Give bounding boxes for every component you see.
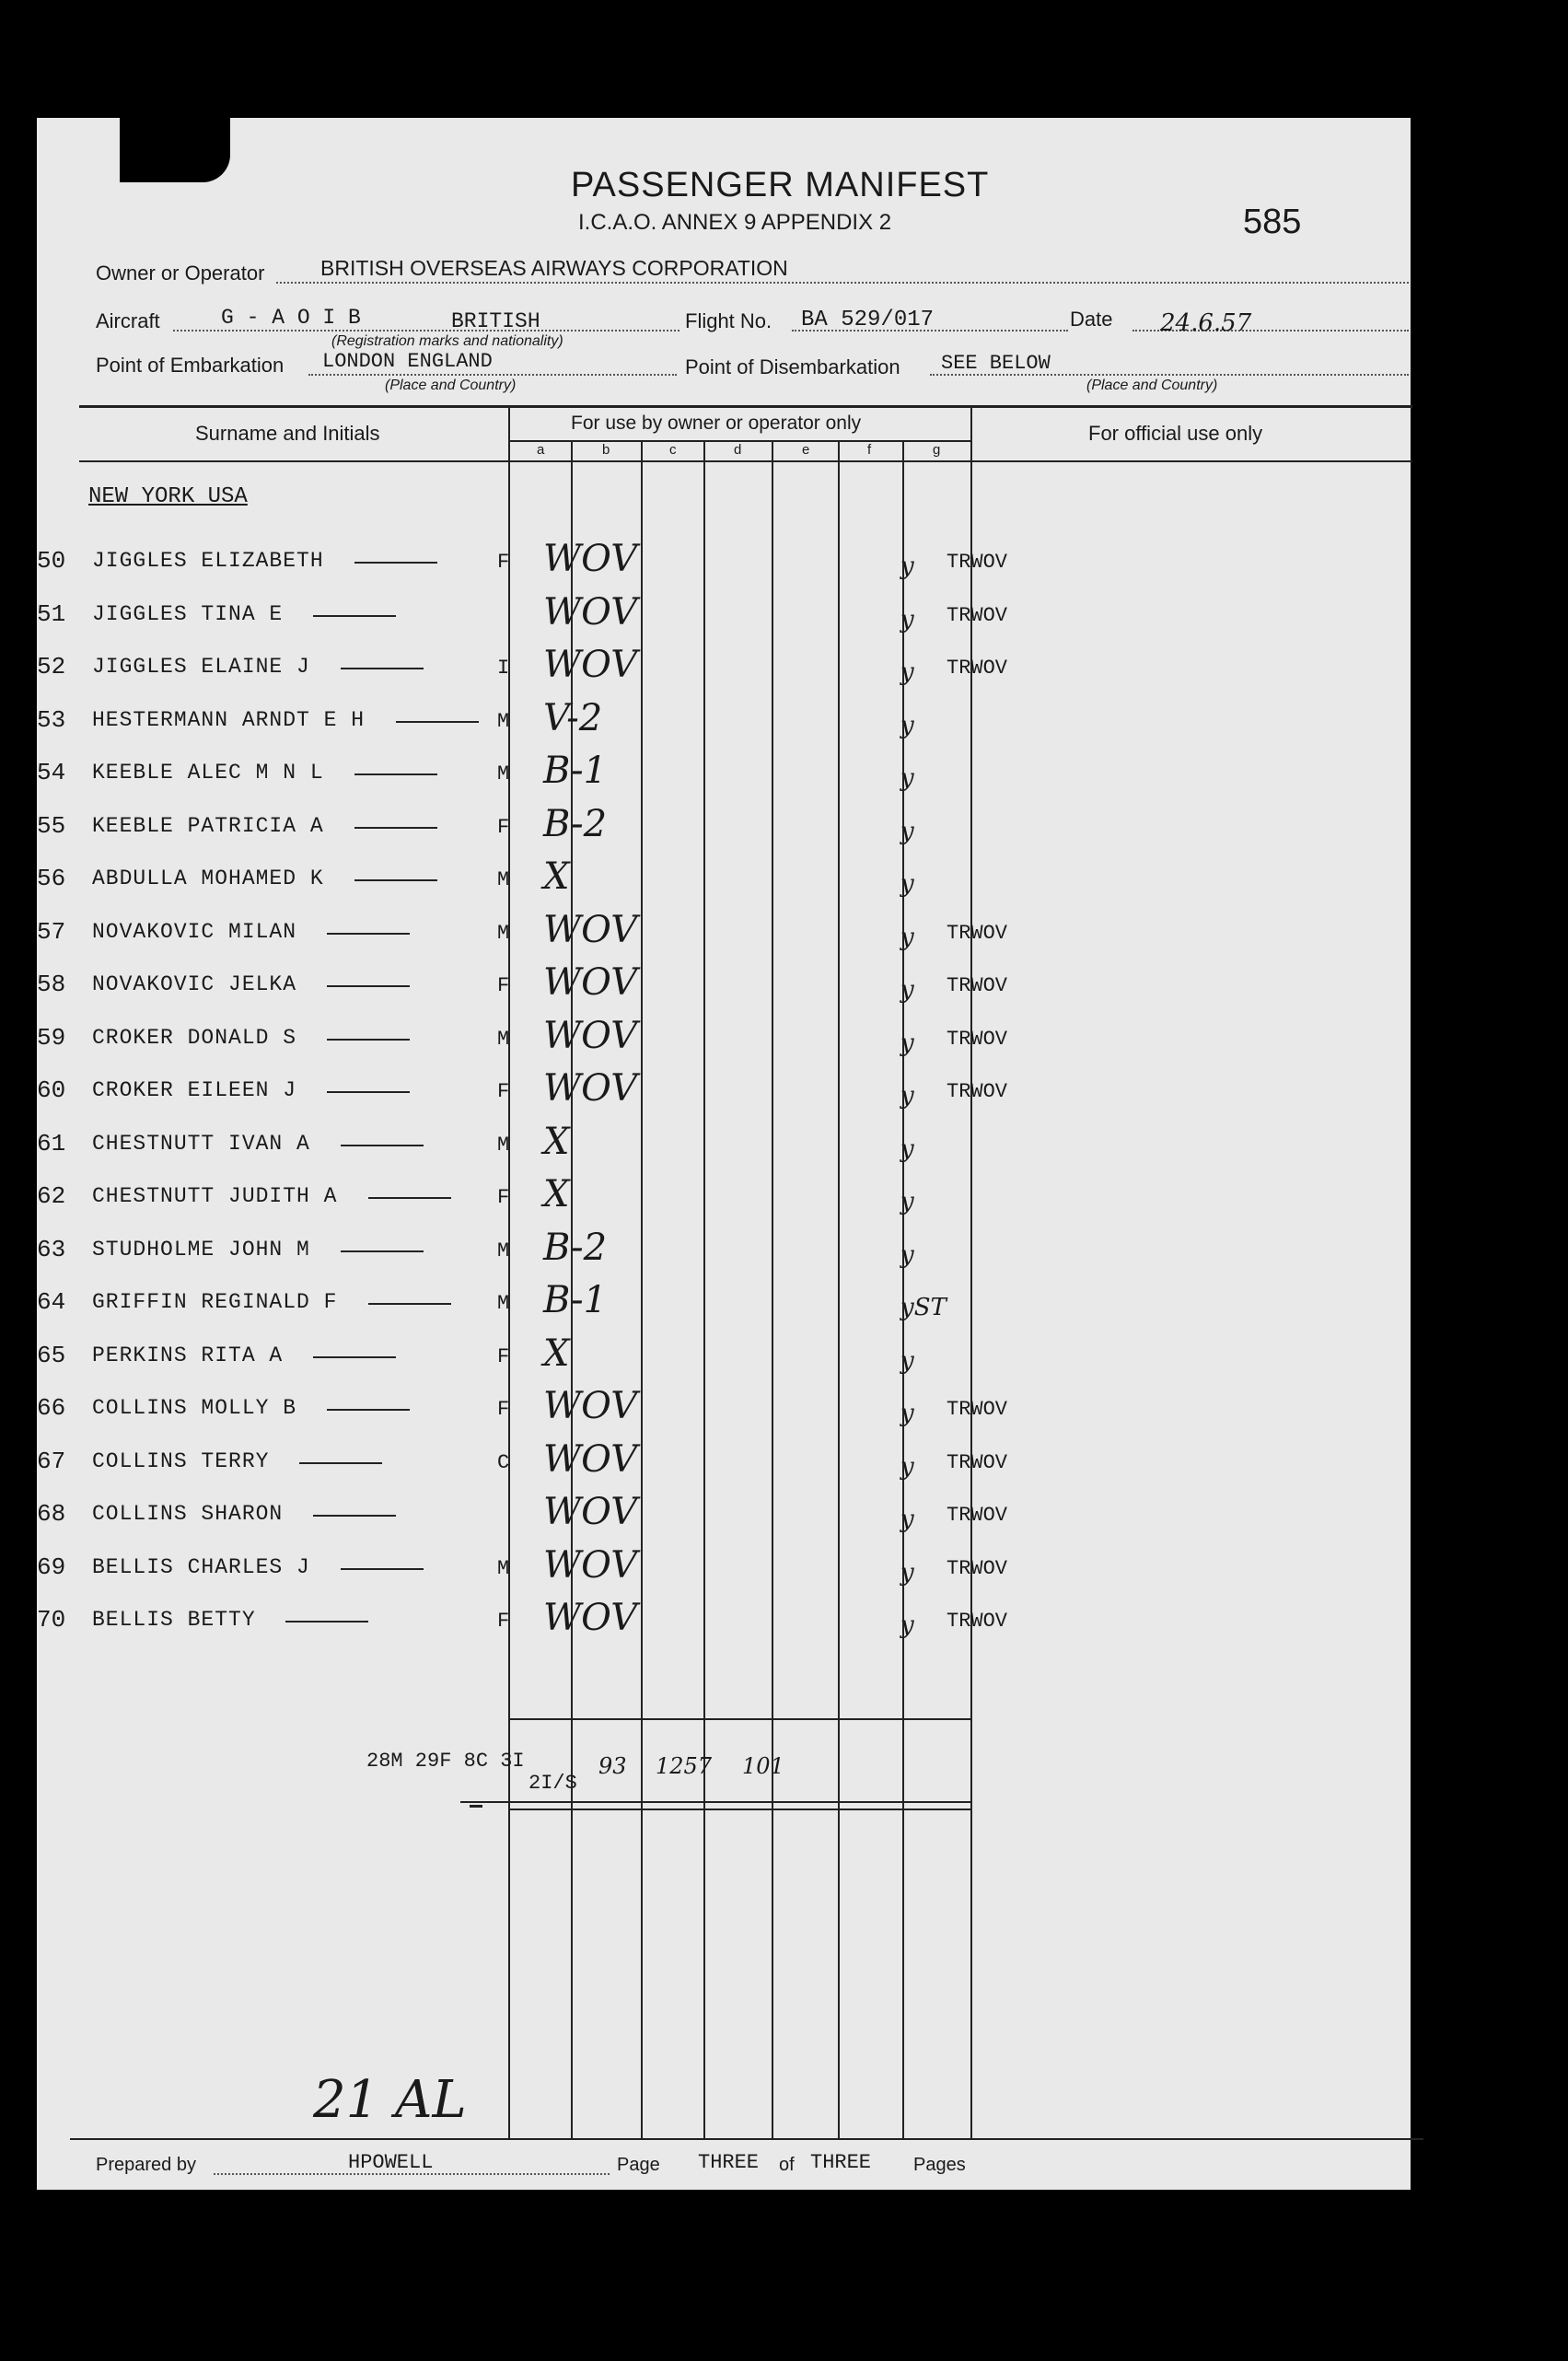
col-g-mark: y: [900, 658, 914, 686]
passenger-name: CHESTNUTT JUDITH A: [92, 1184, 338, 1208]
row-number: 66: [37, 1394, 66, 1422]
totals-dash: [470, 1805, 482, 1808]
row-number: 68: [37, 1500, 66, 1528]
aircraft-dotted-line: [173, 330, 679, 331]
visa-code: B-2: [543, 803, 608, 845]
page-number: 585: [1243, 203, 1302, 241]
col-g-mark: y: [900, 764, 914, 792]
col-g-mark: y: [900, 1453, 914, 1481]
table-row: [0, 909, 1374, 960]
passenger-name: NOVAKOVIC JELKA: [92, 972, 297, 996]
place-note-left: (Place and Country): [385, 378, 517, 393]
date-label: Date: [1070, 308, 1113, 331]
footer-rule: [70, 2138, 1423, 2140]
table-top-rule: [79, 405, 1412, 408]
visa-code: WOV: [543, 538, 638, 580]
row-number: 51: [37, 600, 66, 628]
table-row: [0, 1597, 1374, 1648]
passenger-name: CROKER DONALD S: [92, 1026, 297, 1050]
table-row: [0, 1121, 1374, 1172]
row-leader-dash: [341, 668, 424, 669]
passenger-name: ABDULLA MOHAMED K: [92, 866, 324, 890]
manifest-title: PASSENGER MANIFEST: [571, 166, 990, 204]
passenger-name: JIGGLES ELAINE J: [92, 655, 310, 679]
passenger-sex: I: [497, 657, 510, 680]
row-leader-dash: [285, 1621, 368, 1622]
visa-code: WOV: [543, 1385, 638, 1427]
passenger-name: KEEBLE PATRICIA A: [92, 814, 324, 838]
torn-corner: [120, 118, 230, 182]
table-row: [0, 1227, 1374, 1278]
table-row: [0, 1067, 1374, 1119]
visa-code: X: [543, 1121, 570, 1163]
row-leader-dash: [299, 1462, 382, 1464]
passenger-name: KEEBLE ALEC M N L: [92, 761, 324, 785]
table-row: [0, 1491, 1374, 1542]
table-row: [0, 961, 1374, 1013]
passenger-name: COLLINS SHARON: [92, 1502, 284, 1526]
row-number: 64: [37, 1288, 66, 1316]
owner-label: Owner or Operator: [96, 262, 265, 285]
of-value: THREE: [810, 2151, 872, 2174]
row-number: 60: [37, 1076, 66, 1104]
visa-code: WOV: [543, 1067, 638, 1110]
official-code: TRWOV: [947, 1028, 1008, 1051]
official-code: TRWOV: [947, 1080, 1008, 1103]
passenger-sex: F: [497, 1186, 510, 1209]
passenger-name: BELLIS BETTY: [92, 1608, 256, 1632]
visa-code: WOV: [543, 1544, 638, 1587]
passenger-name: HESTERMANN ARNDT E H: [92, 708, 366, 732]
manifest-subtitle: I.C.A.O. ANNEX 9 APPENDIX 2: [578, 210, 892, 235]
table-row: [0, 591, 1374, 643]
official-code: TRWOV: [947, 604, 1008, 627]
totals-line2: 2I/S: [528, 1772, 577, 1795]
row-number: 70: [37, 1606, 66, 1634]
totals-e: 101: [742, 1753, 784, 1779]
disembark-label: Point of Disembarkation: [685, 355, 900, 378]
official-code: TRWOV: [947, 974, 1008, 997]
aircraft-value: G - A O I B: [221, 306, 361, 330]
owner-dotted-line: [276, 282, 1409, 284]
official-code: TRWOV: [947, 1398, 1008, 1421]
passenger-sex: M: [497, 762, 510, 785]
table-row: [0, 1015, 1374, 1066]
row-leader-dash: [327, 933, 410, 935]
subcol-e: e: [802, 442, 810, 458]
passenger-sex: F: [497, 1080, 510, 1103]
visa-code: WOV: [543, 1597, 638, 1639]
col-surname-header: Surname and Initials: [195, 422, 380, 445]
embark-label: Point of Embarkation: [96, 354, 285, 377]
row-number: 62: [37, 1182, 66, 1210]
visa-code: V-2: [543, 697, 603, 739]
col-g-mark: y: [900, 1400, 914, 1427]
row-leader-dash: [354, 879, 437, 881]
passenger-sex: M: [497, 1028, 510, 1051]
passenger-name: CHESTNUTT IVAN A: [92, 1132, 310, 1156]
aircraft-label: Aircraft: [96, 309, 160, 332]
row-leader-dash: [327, 1039, 410, 1041]
row-number: 67: [37, 1448, 66, 1475]
passenger-name: COLLINS TERRY: [92, 1449, 270, 1473]
row-leader-dash: [354, 827, 437, 829]
visa-code: WOV: [543, 1438, 638, 1481]
col-g-mark: y: [900, 818, 914, 845]
passenger-name: CROKER EILEEN J: [92, 1078, 297, 1102]
row-leader-dash: [313, 615, 396, 617]
col-g-mark: y: [900, 1135, 914, 1163]
passenger-sex: M: [497, 710, 510, 733]
col-g-mark: y: [900, 976, 914, 1004]
passenger-sex: C: [497, 1451, 510, 1474]
of-label: of: [779, 2155, 795, 2175]
table-row: [0, 855, 1374, 907]
table-row: [0, 1279, 1374, 1331]
official-code: TRWOV: [947, 1451, 1008, 1474]
col-g-mark: y: [900, 1029, 914, 1057]
table-row: [0, 644, 1374, 695]
row-number: 63: [37, 1236, 66, 1263]
col-g-mark: y: [900, 1559, 914, 1587]
visa-code: WOV: [543, 591, 638, 634]
col-g-mark: y: [900, 712, 914, 739]
totals-bottom-rule-2: [508, 1809, 970, 1810]
official-code: TRWOV: [947, 922, 1008, 945]
official-code: TRWOV: [947, 551, 1008, 574]
row-leader-dash: [368, 1303, 451, 1305]
passenger-sex: F: [497, 551, 510, 574]
passenger-name: STUDHOLME JOHN M: [92, 1238, 310, 1262]
totals-d: 1257: [656, 1753, 713, 1779]
row-leader-dash: [341, 1250, 424, 1252]
col-g-mark: y: [900, 1188, 914, 1215]
row-number: 58: [37, 971, 66, 998]
table-row: [0, 1438, 1374, 1490]
passenger-sex: F: [497, 1610, 510, 1633]
row-number: 65: [37, 1342, 66, 1369]
passenger-sex: F: [497, 974, 510, 997]
row-leader-dash: [327, 985, 410, 987]
passenger-sex: F: [497, 816, 510, 839]
registration-note: (Registration marks and nationality): [331, 333, 563, 349]
col-official-header: For official use only: [1088, 422, 1263, 445]
passenger-name: JIGGLES TINA E: [92, 602, 284, 626]
visa-code: B-1: [543, 1279, 608, 1321]
row-leader-dash: [313, 1515, 396, 1517]
table-header-rule: [79, 460, 1412, 462]
official-code: TRWOV: [947, 1610, 1008, 1633]
official-code: TRWOV: [947, 1557, 1008, 1580]
col-g-mark: y: [900, 1082, 914, 1110]
row-number: 69: [37, 1553, 66, 1581]
col-owner-header: For use by owner or operator only: [571, 413, 862, 434]
col-g-mark: y: [900, 924, 914, 951]
subcol-f: f: [867, 442, 872, 458]
visa-code: B-2: [543, 1227, 608, 1269]
pages-label: Pages: [913, 2155, 966, 2175]
subcol-b: b: [602, 442, 610, 458]
passenger-sex: M: [497, 922, 510, 945]
row-number: 53: [37, 706, 66, 734]
row-number: 55: [37, 812, 66, 840]
flight-label: Flight No.: [685, 309, 772, 332]
col-g-mark: y: [900, 870, 914, 898]
table-row: [0, 1385, 1374, 1436]
col-g-mark: y: [900, 1347, 914, 1375]
table-row: [0, 750, 1374, 801]
visa-code: B-1: [543, 750, 608, 792]
place-note-right: (Place and Country): [1086, 378, 1218, 393]
passenger-name: PERKINS RITA A: [92, 1343, 284, 1367]
table-row: [0, 1173, 1374, 1225]
passenger-name: COLLINS MOLLY B: [92, 1396, 297, 1420]
col-g-mark: y: [900, 1506, 914, 1533]
subcol-a: a: [537, 442, 545, 458]
official-code: TRWOV: [947, 657, 1008, 680]
table-row: [0, 1332, 1374, 1384]
prepared-label: Prepared by: [96, 2155, 196, 2175]
col-g-mark: y: [900, 552, 914, 580]
official-code: TRWOV: [947, 1504, 1008, 1527]
row-leader-dash: [327, 1091, 410, 1093]
embark-value: LONDON ENGLAND: [322, 350, 493, 373]
row-leader-dash: [341, 1568, 424, 1570]
col-g-mark: yST: [900, 1294, 947, 1321]
row-leader-dash: [396, 721, 479, 723]
subcol-c: c: [669, 442, 677, 458]
row-leader-dash: [341, 1145, 424, 1146]
passenger-sex: M: [497, 868, 510, 891]
col-g-mark: y: [900, 1611, 914, 1639]
visa-code: X: [543, 1173, 570, 1215]
passenger-name: BELLIS CHARLES J: [92, 1555, 310, 1579]
passenger-sex: M: [497, 1239, 510, 1262]
passenger-name: NOVAKOVIC MILAN: [92, 920, 297, 944]
row-number: 61: [37, 1130, 66, 1157]
prepared-value: HPOWELL: [348, 2151, 434, 2174]
subcol-d: d: [734, 442, 742, 458]
visa-code: WOV: [543, 644, 638, 686]
table-row: [0, 1544, 1374, 1596]
subcol-g: g: [933, 442, 941, 458]
col-g-mark: y: [900, 606, 914, 634]
row-leader-dash: [368, 1197, 451, 1199]
flight-value: BA 529/017: [801, 308, 935, 332]
page-label: Page: [617, 2155, 660, 2175]
owner-value: BRITISH OVERSEAS AIRWAYS CORPORATION: [320, 256, 788, 280]
passenger-name: GRIFFIN REGINALD F: [92, 1290, 338, 1314]
date-value: 24.6.57: [1160, 309, 1252, 337]
row-number: 57: [37, 918, 66, 946]
col-g-mark: y: [900, 1241, 914, 1269]
table-row: [0, 803, 1374, 855]
visa-code: WOV: [543, 1015, 638, 1057]
visa-code: WOV: [543, 1491, 638, 1533]
totals-c: 93: [598, 1753, 627, 1779]
page-value: THREE: [698, 2151, 760, 2174]
row-number: 59: [37, 1024, 66, 1052]
totals-line1: 28M 29F 8C 3I: [366, 1750, 525, 1773]
totals-top-rule: [508, 1718, 970, 1720]
passenger-name: JIGGLES ELIZABETH: [92, 549, 324, 573]
row-leader-dash: [327, 1409, 410, 1411]
table-row: [0, 538, 1374, 589]
aircraft-nationality: BRITISH: [451, 309, 540, 333]
visa-code: WOV: [543, 909, 638, 951]
visa-code: WOV: [543, 961, 638, 1004]
totals-bottom-rule-1: [460, 1801, 970, 1803]
section-destination: NEW YORK USA: [88, 484, 248, 509]
passenger-sex: F: [497, 1398, 510, 1421]
row-number: 56: [37, 865, 66, 892]
passenger-sex: M: [497, 1557, 510, 1580]
visa-code: X: [543, 1332, 570, 1375]
passenger-sex: M: [497, 1134, 510, 1157]
disembark-value: SEE BELOW: [941, 352, 1051, 375]
row-leader-dash: [354, 773, 437, 775]
table-row: [0, 697, 1374, 749]
visa-code: X: [543, 855, 570, 898]
row-leader-dash: [313, 1356, 396, 1358]
row-number: 52: [37, 653, 66, 680]
row-number: 54: [37, 759, 66, 786]
embark-dotted-line: [308, 374, 677, 376]
passenger-sex: M: [497, 1292, 510, 1315]
handwritten-note: 21 AL: [313, 2070, 467, 2130]
row-leader-dash: [354, 562, 437, 564]
passenger-sex: F: [497, 1345, 510, 1368]
row-number: 50: [37, 547, 66, 575]
